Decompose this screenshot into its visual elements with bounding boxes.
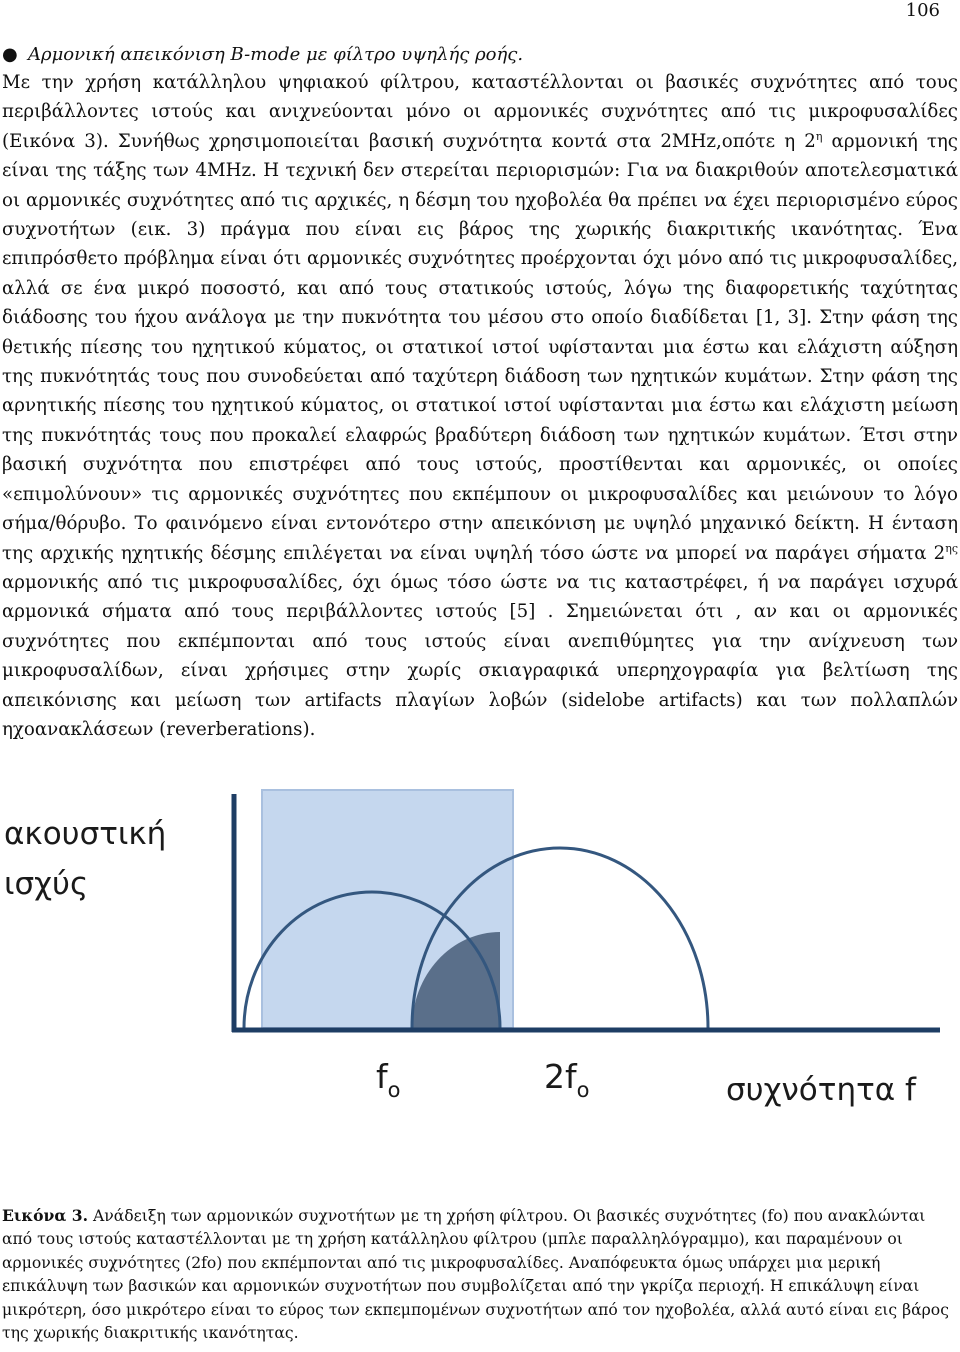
- paragraph-part-1: Με την χρήση κατάλληλου ψηφιακού φίλτρου, καταστέλλονται οι βασικές συχνότητες από τους περιβάλλοντες ιστούς και ανιχνεύονται μόνο οι αρμονικές συχνότητες από τις μικροφυσαλίδες (Εικόνα 3). Συνήθως χρησιμοποιείται βασική συχνότητα κοντά στα 2MHz,οπότε η 2: [2, 72, 958, 152]
- x-axis-label: συχνότητα f: [726, 1072, 916, 1108]
- figure-caption: [2, 1204, 958, 1345]
- paragraph-part-3: αρμονικής από τις μικροφυσαλίδες, όχι όμως τόσο ώστε να τις καταστρέφει, ή να παράγει ισχυρά αρμονικά σήματα από τους περιβάλλοντες ιστούς [5] . Σημειώνεται ότι , αν και οι αρμονικές συχνότητες που εκπέμπονται από τους ιστούς είναι ανεπιθύμητες για την ανίχνευση των μικροφυσαλίδων, είναι χρήσιμες στην χωρίς σκιαγραφικά υπερηχογραφία για βελτίωση της απεικόνισης και μείωση των artifacts πλαγίων λοβών (sidelobe artifacts) και των πολλαπλών ηχοανακλάσεων (reverberations).: [2, 571, 958, 740]
- tick-2f0-main: 2f: [544, 1057, 577, 1096]
- filter-diagram: [0, 770, 960, 1120]
- tick-f0-subscript: o: [387, 1078, 401, 1102]
- tick-label-f0: [376, 1057, 400, 1102]
- caption-text: Ανάδειξη των αρμονικών συχνοτήτων με τη χρήση φίλτρου. Οι βασικές συχνότητες (fo) που ανακλώνται από τους ιστούς καταστέλλονται με τη χρήση κατάλληλου φίλτρου (μπλε παραλληλόγραμμο), και παραμένουν οι αρμονικές συχνότητες (2fo) που εκπέμπονται από τις μικροφυσαλίδες. Αναπόφευκτα όμως υπάρχει μια μερική επικάλυψη των βασικών και αρμονικών συχνοτήτων που συμβολίζεται από την γκρίζα περιοχή. Η επικάλυψη είναι μικρότερη, όσο μικρότερο είναι το εύρος των εκπεμπομένων συχνοτήτων από τον ηχοβολέα, αλλά αυτό είναι εις βάρος της χωρικής διακριτικής ικανότητας.: [2, 1207, 949, 1343]
- section-heading-text: Αρμονική απεικόνιση B-mode με φίλτρο υψηλής ροής.: [28, 44, 524, 65]
- y-axis-label-line-2: ισχύς: [4, 866, 89, 902]
- tick-2f0-subscript: o: [576, 1078, 590, 1102]
- bullet-icon: ●: [2, 44, 18, 65]
- paragraph-part-2: αρμονική της είναι της τάξης των 4MHz. Η τεχνική δεν στερείται περιορισμών: Για να διακριθούν αποτελεσματικά οι αρμονικές συχνότητες από τις αρχικές, η δέσμη του ηχοβολέα θα πρέπει να έχει περιορισμένο εύρος συχνοτήτων (εικ. 3) πράγμα που είναι εις βάρος της χωρικής διακριτικής ικανότητας. Ένα επιπρόσθετο πρόβλημα είναι ότι αρμονικές συχνότητες προέρχονται όχι μόνο από τις μικροφυσαλίδες, αλλά σε ένα μικρό ποσοστό, και από τους στατικούς ιστούς, λόγω της διαφορετικής ταχύτητας διάδοσης του ήχου ανάλογα με την πυκνότητα του μέσου στο οποίο διαδίδεται [1, 3]. Στην φάση της θετικής πίεσης του ηχητικού κύματος, οι στατικοί ιστοί υφίστανται μια έστω και ελάχιστη αύξηση της πυκνότητάς τους που συνοδεύεται από ταχύτερη διάδοση των ηχητικών κυμάτων. Στην φάση της αρνητικής πίεσης του ηχητικού κύματος, οι στατικοί ιστοί υφίστανται μια έστω και ελάχιστη μείωση της πυκνότητάς τους που προκαλεί ελαφρώς βραδύτερη διάδοση των ηχητικών κυμάτων. Έτσι στην βασική συχνότητα που επιστρέφει από τους ιστούς, προστίθενται και αρμονικές, οι οποίες «επιμολύνουν» τις αρμονικές συχνότητες που εκπέμπουν οι μικροφυσαλίδες και μειώνουν το λόγο σήμα/θόρυβο. Το φαινόμενο είναι εντονότερο στην απεικόνιση με υψηλό μηχανικό δείκτη. Η ένταση της αρχικής ηχητικής δέσμης επιλέγεται να είναι υψηλή τόσο ώστε να μπορεί να παράγει σήματα 2: [2, 130, 958, 564]
- section-heading: [2, 43, 958, 66]
- figure-3: [0, 770, 960, 1120]
- y-axis-label-line-1: ακουστική: [4, 816, 167, 852]
- body-paragraph: [2, 68, 958, 744]
- tick-label-2f0: [544, 1057, 589, 1102]
- page-number: 106: [905, 0, 940, 21]
- superscript-is: ης: [945, 541, 958, 555]
- tick-f0-main: f: [376, 1057, 388, 1096]
- caption-lead: Εικόνα 3.: [2, 1206, 89, 1225]
- superscript-eta: η: [815, 129, 823, 143]
